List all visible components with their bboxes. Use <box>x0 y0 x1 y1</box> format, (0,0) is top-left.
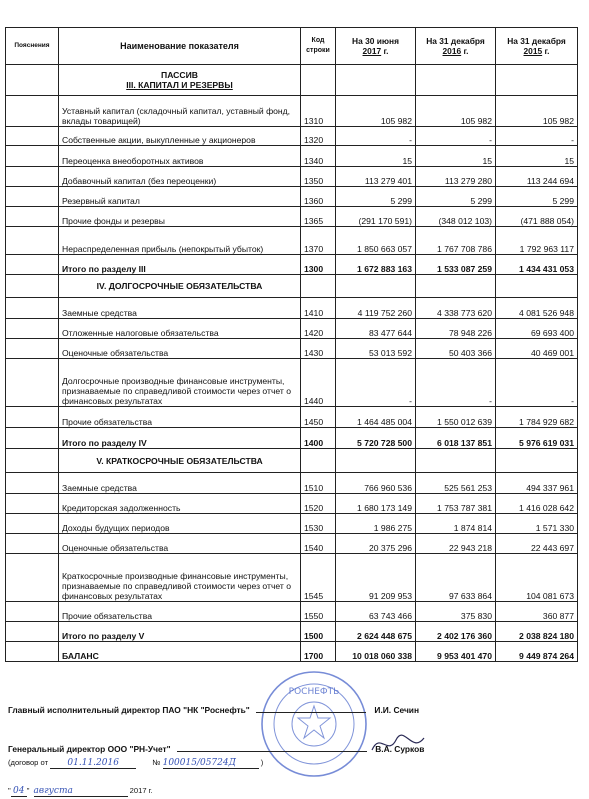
row-value-2017: 4 119 752 260 <box>336 298 416 319</box>
row-value-2016: 15 <box>416 146 496 167</box>
total-row <box>6 428 578 449</box>
table-header-row <box>6 28 578 65</box>
row-code: 1320 <box>301 127 336 146</box>
row-value-2015: 22 443 697 <box>496 534 578 554</box>
row-value-2015: 104 081 673 <box>496 554 578 602</box>
header-col2-suffix: г. <box>463 46 469 56</box>
contract-number: 100015/05724Д <box>163 758 259 769</box>
row-name: Прочие обязательства <box>59 602 301 622</box>
row-code: 1360 <box>301 187 336 207</box>
row-code: 1340 <box>301 146 336 167</box>
row-value-2015: 40 469 001 <box>496 339 578 359</box>
contract-suffix: ) <box>260 758 264 767</box>
row-code: 1365 <box>301 207 336 227</box>
row-code: 1440 <box>301 359 336 407</box>
sign2-name: В.А. Сурков <box>375 744 425 754</box>
row-value-2017: - <box>336 359 416 407</box>
sign2-title: Генеральный директор ООО "РН-Учет" <box>8 744 171 754</box>
date-day: 04 <box>11 786 27 797</box>
table-row <box>6 187 578 207</box>
table-row <box>6 96 578 127</box>
date-year: 2017 г. <box>129 786 153 795</box>
row-value-2016: 375 830 <box>416 602 496 622</box>
row-value-2016: 97 633 864 <box>416 554 496 602</box>
row-value-2017: (291 170 591) <box>336 207 416 227</box>
row-value-2016: 2 402 176 360 <box>416 622 496 642</box>
header-code: Код строки <box>301 28 336 65</box>
date-line <box>8 786 153 797</box>
row-code: 1500 <box>301 622 336 642</box>
section-5-title: V. КРАТКОСРОЧНЫЕ ОБЯЗАТЕЛЬСТВА <box>59 449 301 473</box>
row-name: Доходы будущих периодов <box>59 514 301 534</box>
balance-total-row <box>6 642 578 662</box>
row-value-2015: 1 571 330 <box>496 514 578 534</box>
row-code: 1370 <box>301 227 336 255</box>
contract-line <box>8 758 263 769</box>
row-value-2015: 113 244 694 <box>496 167 578 187</box>
row-value-2017: 1 464 485 004 <box>336 407 416 428</box>
row-value-2017: 63 743 466 <box>336 602 416 622</box>
row-value-2017: 10 018 060 338 <box>336 642 416 662</box>
table-row <box>6 534 578 554</box>
header-name: Наименование показателя <box>59 28 301 65</box>
row-value-2017: 20 375 296 <box>336 534 416 554</box>
date-month: августа <box>34 786 128 797</box>
row-value-2015: 1 416 028 642 <box>496 494 578 514</box>
header-col1-label: На 30 июня <box>352 36 399 46</box>
row-value-2015: - <box>496 359 578 407</box>
sign1-name: И.И. Сечин <box>374 705 420 715</box>
row-name: Нераспределенная прибыль (непокрытый убыток) <box>59 227 301 255</box>
row-name: Переоценка внеоборотных активов <box>59 146 301 167</box>
row-name: Оценочные обязательства <box>59 534 301 554</box>
row-value-2015: 360 877 <box>496 602 578 622</box>
signature-line-1 <box>8 705 419 715</box>
row-value-2016: 1 874 814 <box>416 514 496 534</box>
total-row <box>6 622 578 642</box>
row-value-2015: 5 976 619 031 <box>496 428 578 449</box>
row-name: Долгосрочные производные финансовые инструменты, признаваемые по справедливой стоимости через отчет о финансовых результатах <box>59 359 301 407</box>
row-value-2017: 1 986 275 <box>336 514 416 534</box>
section-4-title: IV. ДОЛГОСРОЧНЫЕ ОБЯЗАТЕЛЬСТВА <box>59 275 301 298</box>
table-row <box>6 473 578 494</box>
section-row-longterm <box>6 275 578 298</box>
row-name: Уставный капитал (складочный капитал, уставный фонд, вклады товарищей) <box>59 96 301 127</box>
row-value-2015: 1 784 929 682 <box>496 407 578 428</box>
row-value-2016: 78 948 226 <box>416 319 496 339</box>
row-code: 1420 <box>301 319 336 339</box>
company-seal-icon <box>258 668 370 780</box>
row-value-2017: 1 680 173 149 <box>336 494 416 514</box>
header-col1 <box>336 28 416 65</box>
row-value-2016: (348 012 103) <box>416 207 496 227</box>
table-row <box>6 146 578 167</box>
row-value-2017: 1 672 883 163 <box>336 255 416 275</box>
row-code: 1300 <box>301 255 336 275</box>
row-value-2015: 69 693 400 <box>496 319 578 339</box>
sign1-blank <box>256 712 366 713</box>
header-col2 <box>416 28 496 65</box>
row-value-2015: 15 <box>496 146 578 167</box>
row-value-2015: 4 081 526 948 <box>496 298 578 319</box>
date-quote-close: " <box>26 786 30 795</box>
table-row <box>6 319 578 339</box>
contract-prefix: (договор от <box>8 758 49 767</box>
table-row <box>6 207 578 227</box>
header-col3 <box>496 28 578 65</box>
row-value-2015: 1 792 963 117 <box>496 227 578 255</box>
section-passive: ПАССИВ <box>161 70 198 80</box>
header-col2-label: На 31 декабря <box>426 36 485 46</box>
table-row <box>6 554 578 602</box>
signature-line-2 <box>8 744 424 754</box>
date-quote-open: " <box>8 786 11 795</box>
row-code: 1430 <box>301 339 336 359</box>
row-value-2016: 9 953 401 470 <box>416 642 496 662</box>
total-row <box>6 255 578 275</box>
table-row <box>6 514 578 534</box>
row-code: 1520 <box>301 494 336 514</box>
row-name: Собственные акции, выкупленные у акционеров <box>59 127 301 146</box>
row-value-2016: - <box>416 127 496 146</box>
row-name: Заемные средства <box>59 473 301 494</box>
section-title-capital <box>59 65 301 96</box>
header-col2-year: 2016 <box>442 46 462 56</box>
row-name: Отложенные налоговые обязательства <box>59 319 301 339</box>
row-value-2017: 83 477 644 <box>336 319 416 339</box>
row-code: 1400 <box>301 428 336 449</box>
row-name: Кредиторская задолженность <box>59 494 301 514</box>
row-value-2015: 494 337 961 <box>496 473 578 494</box>
table-row <box>6 339 578 359</box>
row-value-2016: 1 550 012 639 <box>416 407 496 428</box>
row-name: Резервный капитал <box>59 187 301 207</box>
table-row <box>6 407 578 428</box>
row-value-2015: 5 299 <box>496 187 578 207</box>
row-name: БАЛАНС <box>59 642 301 662</box>
row-code: 1450 <box>301 407 336 428</box>
table-row <box>6 227 578 255</box>
row-value-2016: 1 767 708 786 <box>416 227 496 255</box>
row-name: Добавочный капитал (без переоценки) <box>59 167 301 187</box>
row-name: Заемные средства <box>59 298 301 319</box>
header-notes: Пояснения <box>6 28 59 65</box>
row-value-2016: 5 299 <box>416 187 496 207</box>
row-value-2017: 53 013 592 <box>336 339 416 359</box>
row-value-2016: 525 561 253 <box>416 473 496 494</box>
row-code: 1530 <box>301 514 336 534</box>
row-value-2015: 9 449 874 264 <box>496 642 578 662</box>
row-value-2015: 105 982 <box>496 96 578 127</box>
table-row <box>6 602 578 622</box>
row-value-2016: 105 982 <box>416 96 496 127</box>
row-value-2017: 5 720 728 500 <box>336 428 416 449</box>
row-value-2016: 1 753 787 381 <box>416 494 496 514</box>
row-code: 1550 <box>301 602 336 622</box>
row-value-2017: 766 960 536 <box>336 473 416 494</box>
row-value-2017: 1 850 663 057 <box>336 227 416 255</box>
header-col3-year: 2015 <box>523 46 543 56</box>
row-code: 1510 <box>301 473 336 494</box>
row-value-2016: - <box>416 359 496 407</box>
row-code: 1545 <box>301 554 336 602</box>
row-value-2015: 2 038 824 180 <box>496 622 578 642</box>
row-value-2015: (471 888 054) <box>496 207 578 227</box>
row-value-2015: 1 434 431 053 <box>496 255 578 275</box>
contract-date: 01.11.2016 <box>50 758 136 769</box>
row-code: 1700 <box>301 642 336 662</box>
row-value-2016: 113 279 280 <box>416 167 496 187</box>
header-col1-suffix: г. <box>383 46 389 56</box>
header-col3-label: На 31 декабря <box>507 36 566 46</box>
header-col1-year: 2017 <box>362 46 382 56</box>
table-row <box>6 127 578 146</box>
row-name: Итого по разделу V <box>59 622 301 642</box>
row-value-2017: 5 299 <box>336 187 416 207</box>
section-3-title: III. КАПИТАЛ И РЕЗЕРВЫ <box>126 80 233 90</box>
row-value-2016: 6 018 137 851 <box>416 428 496 449</box>
row-name: Краткосрочные производные финансовые инструменты, признаваемые по справедливой стоимости через отчет о финансовых результатах <box>59 554 301 602</box>
row-name: Итого по разделу IV <box>59 428 301 449</box>
row-code: 1310 <box>301 96 336 127</box>
row-value-2016: 22 943 218 <box>416 534 496 554</box>
row-code: 1410 <box>301 298 336 319</box>
row-value-2016: 50 403 366 <box>416 339 496 359</box>
row-name: Прочие фонды и резервы <box>59 207 301 227</box>
row-name: Итого по разделу III <box>59 255 301 275</box>
table-row <box>6 167 578 187</box>
row-code: 1540 <box>301 534 336 554</box>
row-value-2016: 1 533 087 259 <box>416 255 496 275</box>
row-value-2017: - <box>336 127 416 146</box>
row-code: 1350 <box>301 167 336 187</box>
row-value-2017: 113 279 401 <box>336 167 416 187</box>
section-row-shortterm <box>6 449 578 473</box>
section-row-capital <box>6 65 578 96</box>
sign2-blank <box>177 751 367 752</box>
row-value-2017: 105 982 <box>336 96 416 127</box>
balance-table <box>5 27 578 662</box>
contract-no-label: № <box>152 758 161 767</box>
table-row <box>6 359 578 407</box>
row-value-2017: 15 <box>336 146 416 167</box>
table-row <box>6 494 578 514</box>
header-col3-suffix: г. <box>544 46 550 56</box>
row-name: Прочие обязательства <box>59 407 301 428</box>
sign1-title: Главный исполнительный директор ПАО "НК "Роснефть" <box>8 705 250 715</box>
row-value-2017: 91 209 953 <box>336 554 416 602</box>
seal-text: РОСНЕФТЬ <box>288 687 340 697</box>
table-row <box>6 298 578 319</box>
row-value-2017: 2 624 448 675 <box>336 622 416 642</box>
row-value-2015: - <box>496 127 578 146</box>
row-value-2016: 4 338 773 620 <box>416 298 496 319</box>
row-name: Оценочные обязательства <box>59 339 301 359</box>
